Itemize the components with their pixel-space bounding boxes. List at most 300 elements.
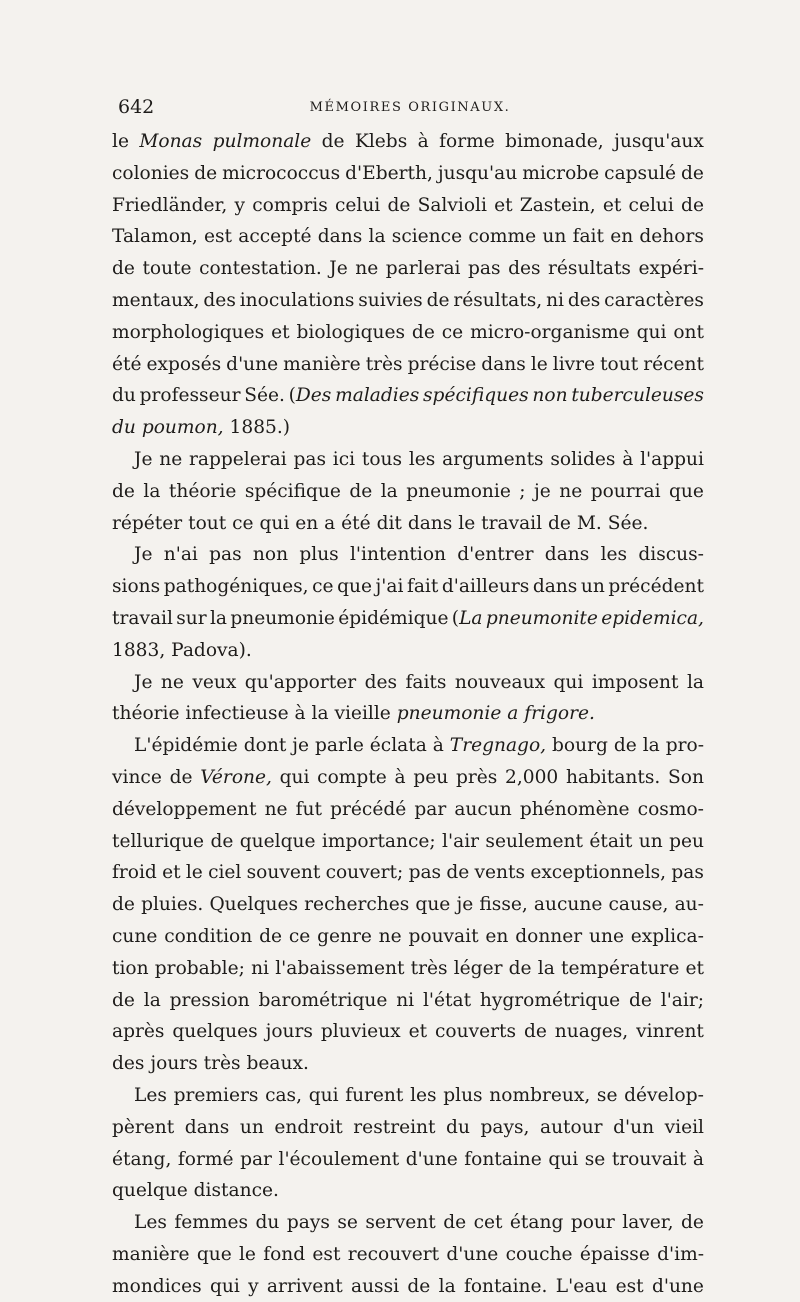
running-head: MÉMOIRES ORIGINAUX. xyxy=(309,100,511,115)
word: étang xyxy=(509,1212,564,1234)
word: l'appui xyxy=(640,448,704,470)
word: qui xyxy=(553,671,584,693)
text-line xyxy=(112,444,704,476)
word: pays, xyxy=(480,1116,530,1138)
page-number: 642 xyxy=(118,96,155,118)
word: est xyxy=(204,226,233,248)
word: Les xyxy=(134,1212,167,1234)
word: d'ailleurs xyxy=(441,576,530,598)
word: rappelerai xyxy=(189,448,287,470)
word: au- xyxy=(674,894,704,916)
word: couverts xyxy=(435,1021,516,1043)
word: d'entrer xyxy=(457,544,534,566)
word: Friedländer, xyxy=(112,194,228,216)
word: pro- xyxy=(665,735,704,757)
text-line xyxy=(112,571,704,603)
word: très xyxy=(410,957,448,979)
word: ce xyxy=(288,925,311,947)
word: est xyxy=(312,1243,341,1265)
word: le xyxy=(530,353,548,375)
word: un xyxy=(580,576,605,598)
text-line xyxy=(112,667,704,699)
word: de xyxy=(411,321,435,343)
word: à xyxy=(394,766,406,788)
word: compris xyxy=(252,194,328,216)
word: L'eau xyxy=(555,1275,608,1297)
text-line xyxy=(112,1144,704,1176)
word: été xyxy=(112,353,142,375)
word: d'Eberth, xyxy=(345,162,433,184)
word: imposent xyxy=(591,671,679,693)
text-line xyxy=(112,1207,704,1239)
word: (Des xyxy=(288,385,332,407)
word: récent xyxy=(643,353,704,375)
word: qui xyxy=(279,766,310,788)
word: ni xyxy=(396,989,415,1011)
word: pas xyxy=(468,258,501,280)
word: non xyxy=(532,385,568,407)
word: une xyxy=(589,925,624,947)
word: quelques xyxy=(172,1021,258,1043)
word: furent xyxy=(345,1084,404,1106)
word: restreint xyxy=(353,1116,436,1138)
word: ciel xyxy=(208,862,242,884)
word: pneumonie xyxy=(396,703,502,725)
word: je xyxy=(534,480,551,502)
text-line xyxy=(112,1048,704,1080)
word: ne xyxy=(378,925,402,947)
word: l'intention xyxy=(349,544,447,566)
word: Vérone, xyxy=(200,766,272,788)
word: Je xyxy=(134,448,153,470)
word: expéri- xyxy=(638,258,704,280)
word: pas xyxy=(671,862,704,884)
word: epidemica, xyxy=(601,607,704,629)
word: l'air; xyxy=(660,989,704,1011)
word: de xyxy=(446,862,470,884)
word: théorie xyxy=(112,703,180,725)
word: M. xyxy=(576,512,602,534)
word: de xyxy=(508,957,532,979)
text-line xyxy=(112,158,704,190)
word: cune xyxy=(112,925,158,947)
word: des xyxy=(364,671,398,693)
word: exposés xyxy=(146,353,222,375)
word: pays xyxy=(286,1212,330,1234)
word: dit xyxy=(376,512,402,534)
word: frigore. xyxy=(524,703,595,725)
word: autour xyxy=(539,1116,603,1138)
word: dans xyxy=(544,544,590,566)
word: de xyxy=(210,830,234,852)
word: de xyxy=(194,162,218,184)
word: importance; xyxy=(321,830,436,852)
word: pas xyxy=(209,544,242,566)
word: de xyxy=(169,766,193,788)
word: épidémique xyxy=(338,607,449,629)
text-line xyxy=(112,476,704,508)
word: la xyxy=(686,671,704,693)
word: jours xyxy=(265,1021,313,1043)
word: qui xyxy=(259,512,290,534)
word: laver, xyxy=(622,1212,674,1234)
word: Les xyxy=(134,1084,167,1106)
word: contestation. xyxy=(199,258,322,280)
text-line xyxy=(112,762,704,794)
word: aucune xyxy=(533,894,603,916)
word: tout xyxy=(600,353,639,375)
word: fontaine. xyxy=(463,1275,548,1297)
text-line xyxy=(112,380,704,412)
word: et xyxy=(408,1021,428,1043)
word: très xyxy=(203,1053,241,1075)
word: y xyxy=(248,1275,259,1297)
word: répéter xyxy=(112,512,183,534)
word: l'écoulement xyxy=(278,1148,400,1170)
word: le xyxy=(458,512,476,534)
word: de xyxy=(259,925,282,947)
word: compte xyxy=(317,766,387,788)
word: Padova). xyxy=(171,639,252,661)
word: professeur xyxy=(139,385,241,407)
word: ni xyxy=(546,289,564,311)
word: l'état xyxy=(422,989,472,1011)
word: spécifique xyxy=(244,480,341,502)
text-line xyxy=(112,953,704,985)
word: se xyxy=(584,1148,606,1170)
word: la xyxy=(368,226,386,248)
word: dans xyxy=(407,512,453,534)
text-line xyxy=(112,508,704,540)
word: de xyxy=(443,1212,467,1234)
word: peu xyxy=(669,830,704,852)
word: ne xyxy=(355,258,379,280)
word: jusqu'au xyxy=(437,162,518,184)
text-line xyxy=(112,1016,704,1048)
word: manière xyxy=(112,1243,190,1265)
word: solides xyxy=(550,448,616,470)
word: cet xyxy=(473,1212,503,1234)
word: été xyxy=(341,512,371,534)
word: est xyxy=(615,1275,644,1297)
text-line xyxy=(112,1080,704,1112)
word: aussi xyxy=(350,1275,400,1297)
word: 1885.) xyxy=(229,417,291,439)
word: biologiques xyxy=(296,321,405,343)
word: Zastein, xyxy=(519,194,596,216)
word: cosmo- xyxy=(637,798,704,820)
word: a xyxy=(324,512,336,534)
word: un xyxy=(542,226,567,248)
word: à xyxy=(692,1148,704,1170)
word: quelque xyxy=(239,830,316,852)
word: à xyxy=(432,735,444,757)
word: Tregnago, xyxy=(449,735,547,757)
word: endroit xyxy=(274,1116,343,1138)
word: seulement xyxy=(485,830,583,852)
word: n'ai xyxy=(163,544,198,566)
word: fontaine xyxy=(464,1148,542,1170)
text-line xyxy=(112,349,704,381)
word: pèrent xyxy=(112,1116,175,1138)
word: 2,000 xyxy=(505,766,559,788)
word: pneumonie xyxy=(230,607,335,629)
word: morphologiques xyxy=(112,321,265,343)
word: dans xyxy=(532,576,578,598)
word: d'im- xyxy=(657,1243,704,1265)
word: les xyxy=(408,448,436,470)
word: cause, xyxy=(608,894,669,916)
word: jusqu'aux xyxy=(614,131,704,152)
word: des xyxy=(112,1053,145,1075)
word: travail xyxy=(481,512,543,534)
word: de xyxy=(547,512,571,534)
word: la xyxy=(143,480,161,502)
word: ici xyxy=(332,448,356,470)
word: poumon, xyxy=(141,417,224,439)
word: bimonade, xyxy=(505,131,604,152)
word: pouvait xyxy=(408,925,479,947)
word: ni xyxy=(251,957,269,979)
word: Sée. xyxy=(607,512,649,534)
text-line xyxy=(112,1271,704,1302)
word: pas xyxy=(293,448,326,470)
word: capsulé xyxy=(604,162,677,184)
word: barométrique xyxy=(258,989,388,1011)
word: la xyxy=(438,1275,456,1297)
text-line xyxy=(112,794,704,826)
word: tous xyxy=(361,448,403,470)
word: à xyxy=(417,131,429,152)
word: le xyxy=(238,1243,256,1265)
text-line xyxy=(112,1112,704,1144)
word: Son xyxy=(668,766,704,788)
word: la xyxy=(311,703,329,725)
word: parle xyxy=(315,735,364,757)
word: ce xyxy=(441,321,464,343)
word: Klebs xyxy=(354,131,408,152)
word: 1883, xyxy=(112,639,166,661)
word: ont xyxy=(673,321,704,343)
word: bourg xyxy=(552,735,608,757)
word: hygrométrique xyxy=(479,989,621,1011)
word: et xyxy=(602,194,622,216)
word: fait xyxy=(572,226,604,248)
word: distance. xyxy=(193,1180,279,1202)
word: microbe xyxy=(522,162,600,184)
word: Je xyxy=(134,544,153,566)
word: tout xyxy=(188,512,227,534)
word: faits xyxy=(405,671,447,693)
word: précédent xyxy=(608,576,704,598)
word: souvent xyxy=(246,862,321,884)
word: de xyxy=(629,989,652,1011)
word: température xyxy=(561,957,680,979)
word: épaisse xyxy=(579,1243,650,1265)
word: fut xyxy=(295,798,322,820)
text-line xyxy=(112,857,704,889)
word: tuberculeuses xyxy=(571,385,704,407)
word: caractères xyxy=(604,289,704,311)
word: et xyxy=(162,862,181,884)
text-line xyxy=(112,635,704,667)
word: précise xyxy=(407,353,477,375)
word: maladies xyxy=(335,385,420,407)
word: vents xyxy=(474,862,526,884)
word: pour xyxy=(570,1212,615,1234)
text-line xyxy=(112,190,704,222)
word: y xyxy=(234,194,246,216)
word: comme xyxy=(468,226,537,248)
word: peu xyxy=(413,766,449,788)
word: théorie xyxy=(168,480,237,502)
text-line xyxy=(112,698,704,730)
word: couche xyxy=(505,1243,573,1265)
word: qui xyxy=(209,1275,240,1297)
word: exceptionnels, xyxy=(530,862,667,884)
word: de xyxy=(523,1021,547,1043)
word: des xyxy=(203,289,236,311)
word: tion xyxy=(112,957,149,979)
word: nuages, xyxy=(554,1021,629,1043)
word: et xyxy=(271,321,290,343)
word: manière xyxy=(283,353,361,375)
word: et xyxy=(685,957,704,979)
word: d'une xyxy=(651,1275,704,1297)
word: développement xyxy=(112,798,257,820)
word: (La xyxy=(451,607,483,629)
word: condition xyxy=(164,925,253,947)
word: d'un xyxy=(613,1116,655,1138)
word: d'une xyxy=(405,1148,458,1170)
word: ce xyxy=(232,512,254,534)
word: ne xyxy=(264,798,288,820)
word: que xyxy=(196,1243,232,1265)
word: éclata xyxy=(369,735,427,757)
word: ne xyxy=(159,448,183,470)
word: la xyxy=(537,957,555,979)
word: aucun xyxy=(454,798,512,820)
word: femmes xyxy=(174,1212,249,1234)
text-line xyxy=(112,285,704,317)
word: ; xyxy=(519,480,526,502)
word: Talamon, xyxy=(112,226,198,248)
word: pneumonite xyxy=(485,607,598,629)
word: dont xyxy=(243,735,287,757)
word: Monas xyxy=(139,131,203,152)
text-line xyxy=(112,539,704,571)
word: L'épidémie xyxy=(134,735,238,757)
word: Sée. xyxy=(244,385,285,407)
word: suivies xyxy=(358,289,423,311)
word: l'abaissement xyxy=(275,957,405,979)
word: celui xyxy=(628,194,674,216)
text-line xyxy=(112,126,704,158)
word: des xyxy=(508,258,541,280)
word: de xyxy=(681,194,704,216)
word: à xyxy=(622,448,634,470)
word: près xyxy=(455,766,498,788)
word: fait xyxy=(406,576,439,598)
word: fisse, xyxy=(479,894,528,916)
page-header xyxy=(118,96,702,124)
word: de xyxy=(112,894,135,916)
word: ne xyxy=(160,671,184,693)
text-line xyxy=(112,1239,704,1271)
word: discus- xyxy=(638,544,704,566)
word: du xyxy=(112,417,136,439)
word: formé xyxy=(177,1148,234,1170)
word: la xyxy=(143,989,161,1011)
word: sur xyxy=(176,607,207,629)
word: Je xyxy=(134,671,153,693)
word: toute xyxy=(142,258,192,280)
word: les xyxy=(410,1084,437,1106)
text-line xyxy=(112,317,704,349)
word: dévelop- xyxy=(624,1084,704,1106)
word: très xyxy=(365,353,403,375)
word: micrococcus xyxy=(222,162,341,184)
word: de xyxy=(613,735,637,757)
word: par xyxy=(240,1148,272,1170)
text-line xyxy=(112,985,704,1017)
word: que xyxy=(669,480,704,502)
word: de xyxy=(349,480,373,502)
word: plus xyxy=(443,1084,483,1106)
word: non xyxy=(252,544,289,566)
text-line xyxy=(112,826,704,858)
word: d'une xyxy=(446,1243,499,1265)
text-line xyxy=(112,730,704,762)
word: jours xyxy=(150,1053,198,1075)
word: forme xyxy=(439,131,495,152)
word: pourrai xyxy=(590,480,661,502)
text-line xyxy=(112,412,704,444)
word: vinrent xyxy=(636,1021,704,1043)
word: parlerai xyxy=(385,258,461,280)
word: Salvioli xyxy=(417,194,487,216)
word: qu'apporter xyxy=(244,671,357,693)
word: à xyxy=(294,703,306,725)
word: se xyxy=(596,1084,618,1106)
word: servent xyxy=(365,1212,436,1234)
word: que xyxy=(415,894,451,916)
word: dans xyxy=(317,226,363,248)
word: léger xyxy=(453,957,503,979)
word: plus xyxy=(299,544,339,566)
word: de xyxy=(407,1275,431,1297)
text-line xyxy=(112,253,704,285)
body-text xyxy=(112,126,704,1302)
word: pulmonale xyxy=(212,131,312,152)
word: explica- xyxy=(630,925,704,947)
word: colonies xyxy=(112,162,190,184)
word: en xyxy=(295,512,319,534)
word: le xyxy=(185,862,203,884)
word: de xyxy=(681,162,704,184)
word: l'air xyxy=(442,830,480,852)
word: dans xyxy=(184,1116,230,1138)
text-line xyxy=(112,1175,704,1207)
word: pression xyxy=(169,989,250,1011)
word: la xyxy=(380,480,398,502)
word: recouvert xyxy=(347,1243,440,1265)
word: le xyxy=(112,131,129,152)
word: pluvieux xyxy=(320,1021,401,1043)
text-line xyxy=(112,221,704,253)
word: qui xyxy=(308,1084,339,1106)
word: fond xyxy=(263,1243,306,1265)
